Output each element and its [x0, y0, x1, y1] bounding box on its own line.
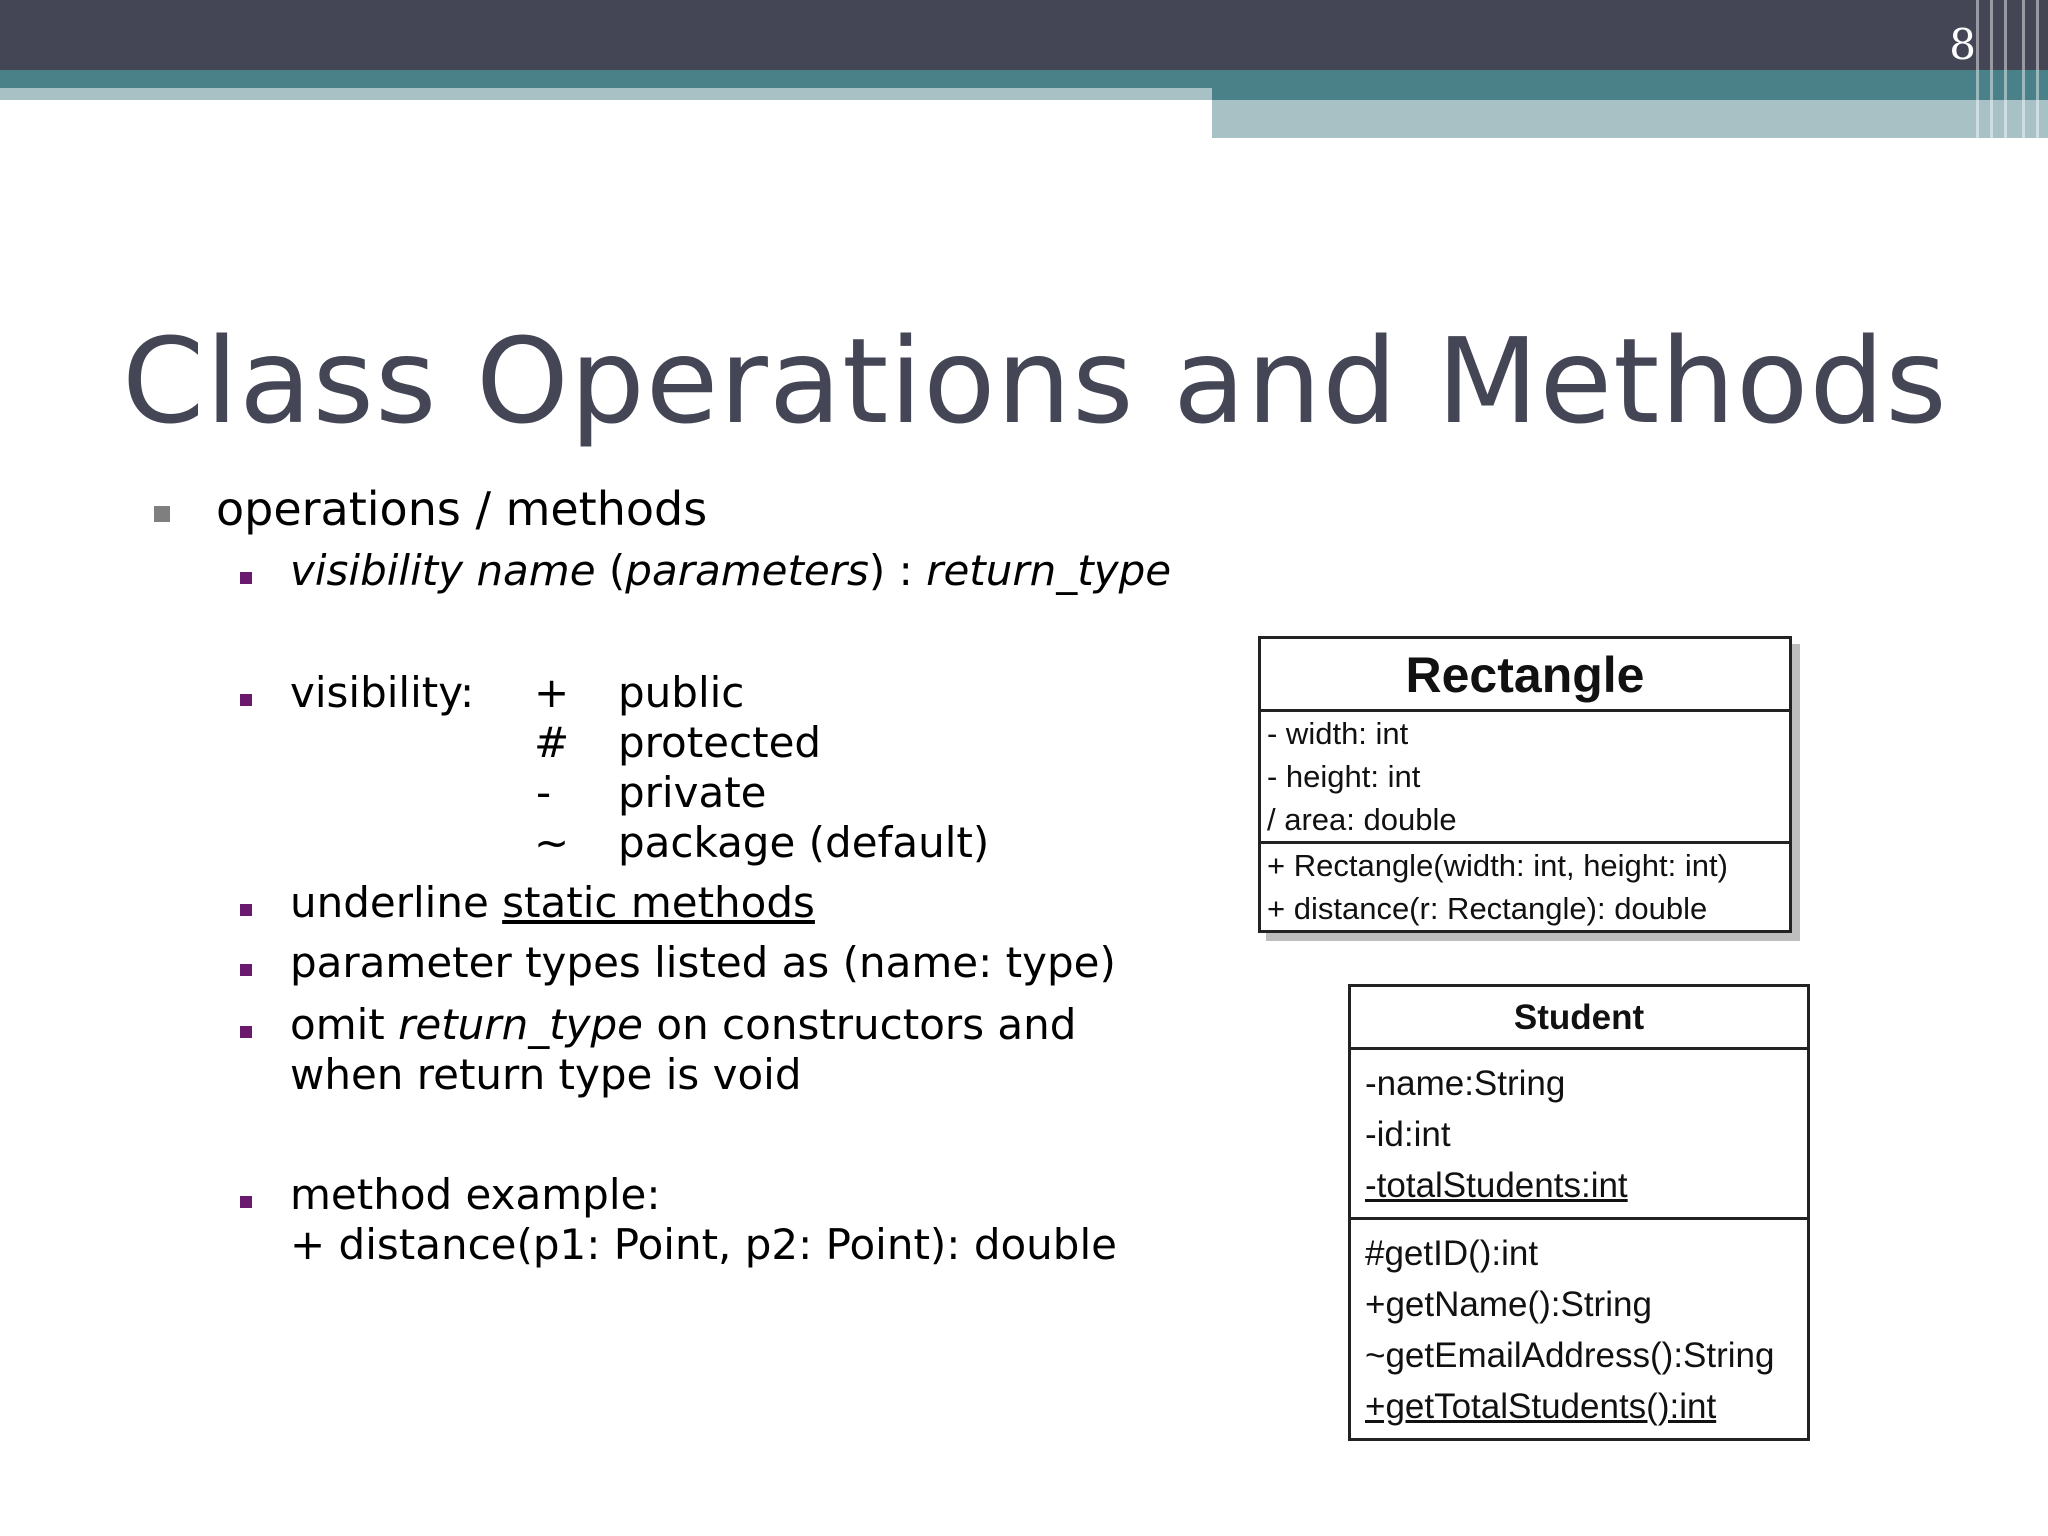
uml-class-student [1348, 984, 1810, 1441]
uml-attribute: / area: double [1267, 802, 1457, 837]
bullet-omit-return-type [290, 1000, 1076, 1049]
bullet-marker [240, 1026, 252, 1038]
uml-class-rectangle [1258, 636, 1792, 933]
bullet-marker [240, 964, 252, 976]
underline-prefix: underline [290, 878, 503, 927]
header-bar [0, 0, 2048, 70]
header-stripe [1976, 0, 1979, 138]
visibility-label: visibility: [290, 668, 475, 717]
uml-class-name: Student [1351, 987, 1807, 1050]
uml-attribute: -id:int [1365, 1115, 1451, 1154]
syntax-visibility: visibility [290, 546, 464, 595]
uml-operations [1351, 1220, 1807, 1438]
bullet-marker [240, 572, 252, 584]
visibility-symbol-public: + [534, 668, 570, 717]
omit-suffix: on constructors and [643, 1000, 1077, 1049]
slide-title: Class Operations and Methods [122, 312, 1948, 450]
uml-operation-static: +getTotalStudents():int [1365, 1387, 1717, 1426]
visibility-meaning-private: private [618, 768, 767, 817]
visibility-meaning-protected: protected [618, 718, 822, 767]
bullet-parameter-types: parameter types listed as (name: type) [290, 938, 1116, 987]
uml-attribute-static: -totalStudents:int [1365, 1166, 1628, 1205]
header-stripe [2036, 0, 2039, 138]
header-accent-teal [0, 70, 1212, 88]
omit-prefix: omit [290, 1000, 399, 1049]
uml-operation: ~getEmailAddress():String [1365, 1336, 1775, 1375]
uml-attributes [1261, 712, 1789, 844]
uml-attributes [1351, 1050, 1807, 1220]
visibility-symbol-private: - [536, 768, 552, 817]
method-example-label: method example: [290, 1170, 661, 1219]
header-accent-light-right [1212, 100, 2048, 138]
visibility-symbol-package: ~ [534, 818, 570, 867]
bullet-marker [240, 904, 252, 916]
bullet-marker [240, 1196, 252, 1208]
page-number: 8 [1949, 20, 1976, 69]
visibility-meaning-public: public [618, 668, 745, 717]
bullet-syntax [290, 546, 1171, 595]
uml-attribute: - height: int [1267, 759, 1421, 794]
syntax-close-paren: ) [868, 546, 886, 595]
uml-operation: +getName():String [1365, 1285, 1652, 1324]
header-accent-teal-right [1212, 70, 2048, 100]
syntax-parameters: parameters [625, 546, 869, 595]
header-stripe [2004, 0, 2007, 138]
uml-attribute: -name:String [1365, 1064, 1566, 1103]
uml-operation: + distance(r: Rectangle): double [1267, 891, 1708, 926]
header-accent-light [0, 88, 1212, 100]
uml-operations [1261, 844, 1789, 930]
uml-class-name: Rectangle [1261, 639, 1789, 712]
bullet-underline [290, 878, 815, 927]
uml-operation: #getID():int [1365, 1234, 1539, 1273]
method-example-code: + distance(p1: Point, p2: Point): double [290, 1220, 1117, 1269]
omit-line2: when return type is void [290, 1050, 802, 1099]
visibility-symbol-protected: # [534, 718, 570, 767]
syntax-open-paren: ( [608, 546, 626, 595]
uml-attribute: - width: int [1267, 716, 1409, 751]
visibility-meaning-package: package (default) [618, 818, 990, 867]
underline-static-methods: static methods [502, 878, 815, 927]
uml-operation: + Rectangle(width: int, height: int) [1267, 848, 1728, 883]
bullet-marker [154, 506, 170, 522]
header-stripe [2022, 0, 2025, 138]
bullet-marker [240, 694, 252, 706]
header-stripe [1990, 0, 1993, 138]
syntax-colon: : [885, 546, 927, 595]
bullet-operations-methods: operations / methods [216, 482, 708, 536]
omit-italic: return_type [398, 1000, 644, 1049]
syntax-name: name [476, 546, 596, 595]
syntax-return-type: return_type [926, 546, 1172, 595]
